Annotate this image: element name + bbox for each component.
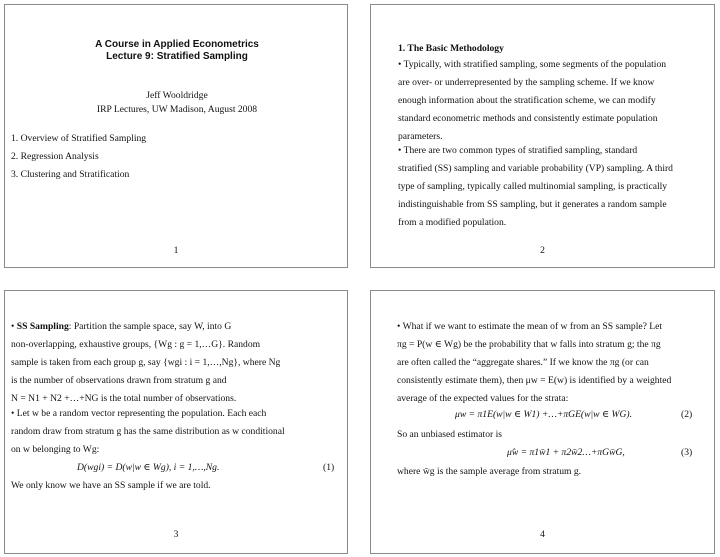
body-text: : Partition the sample space, say W, into G xyxy=(68,321,232,332)
slide-2 xyxy=(370,4,715,268)
body-line: random draw from stratum g has the same distribution as w conditional xyxy=(11,426,285,437)
body-line: consistently estimate them), then μw = E(w) is identified by a weighted xyxy=(397,375,672,386)
outline-item-3: 3. Clustering and Stratification xyxy=(11,169,130,180)
slide-1 xyxy=(4,4,348,268)
equation-number: (3) xyxy=(681,447,693,458)
body-line: sample is taken from each group g, say {wgi : i = 1,…,Ng}, where Ng xyxy=(11,357,281,368)
body-line: parameters. xyxy=(398,131,443,142)
body-line: So an unbiased estimator is xyxy=(397,429,502,440)
body-line: We only know we have an SS sample if we are told. xyxy=(11,480,211,491)
body-line: πg = P(w ∈ Wg) be the probability that w falls into stratum g; the πg xyxy=(397,339,661,350)
body-line: are over- or underrepresented by the sampling scheme. If we know xyxy=(398,77,655,88)
author: Jeff Wooldridge xyxy=(146,90,208,101)
body-line: • Typically, with stratified sampling, some segments of the population xyxy=(398,59,667,70)
body-line: • There are two common types of stratified sampling, standard xyxy=(398,145,638,156)
body-line: from a modified population. xyxy=(398,217,507,228)
body-line: indistinguishable from SS sampling, but it generates a random sample xyxy=(398,199,667,210)
body-line: N = N1 + N2 +…+NG is the total number of observations. xyxy=(11,393,237,404)
body-line: standard econometric methods and consistently estimate population xyxy=(398,113,658,124)
slide-3 xyxy=(4,290,348,554)
body-line: non-overlapping, exhaustive groups, {Wg : g = 1,…G}. Random xyxy=(11,339,261,350)
body-line: type of sampling, typically called multinomial sampling, is practically xyxy=(398,181,668,192)
body-line: are often called the “aggregate shares.” If we know the πg (or can xyxy=(397,357,649,368)
body-line: • SS Sampling: Partition the sample space, say W, into G xyxy=(11,321,232,332)
outline-item-2: 2. Regression Analysis xyxy=(11,151,99,162)
equation-1: D(wgi) = D(w|w ∈ Wg), i = 1,…,Ng. xyxy=(77,462,220,473)
slide-4 xyxy=(370,290,715,554)
body-line: average of the expected values for the strata: xyxy=(397,393,569,404)
body-line: stratified (SS) sampling and variable probability (VP) sampling. A third xyxy=(398,163,673,174)
equation-3: μ̂w = π1w̄1 + π2w̄2…+πGw̄G, xyxy=(507,447,625,458)
section-heading: 1. The Basic Methodology xyxy=(398,43,504,54)
equation-2: μw = π1E(w|w ∈ W1) +…+πGE(w|w ∈ WG). xyxy=(455,409,632,420)
body-line: where w̄g is the sample average from stratum g. xyxy=(397,466,582,477)
body-line: • What if we want to estimate the mean of w from an SS sample? Let xyxy=(397,321,663,332)
page-number: 1 xyxy=(173,245,179,256)
page-number: 4 xyxy=(540,529,545,540)
body-line: on w belonging to Wg: xyxy=(11,444,100,455)
page-number: 3 xyxy=(173,529,179,540)
bold-term: SS Sampling xyxy=(16,321,69,332)
page-number: 2 xyxy=(540,245,545,256)
equation-number: (1) xyxy=(323,462,335,473)
body-line: enough information about the stratification scheme, we can modify xyxy=(398,95,656,106)
slide-title-line2: Lecture 9: Stratified Sampling xyxy=(106,51,248,62)
body-line: • Let w be a random vector representing the population. Each each xyxy=(11,408,267,419)
outline-item-1: 1. Overview of Stratified Sampling xyxy=(11,133,147,144)
slide-title-line1: A Course in Applied Econometrics xyxy=(95,39,259,50)
venue: IRP Lectures, UW Madison, August 2008 xyxy=(96,104,258,115)
equation-number: (2) xyxy=(681,409,693,420)
body-line: is the number of observations drawn from stratum g and xyxy=(11,375,227,386)
